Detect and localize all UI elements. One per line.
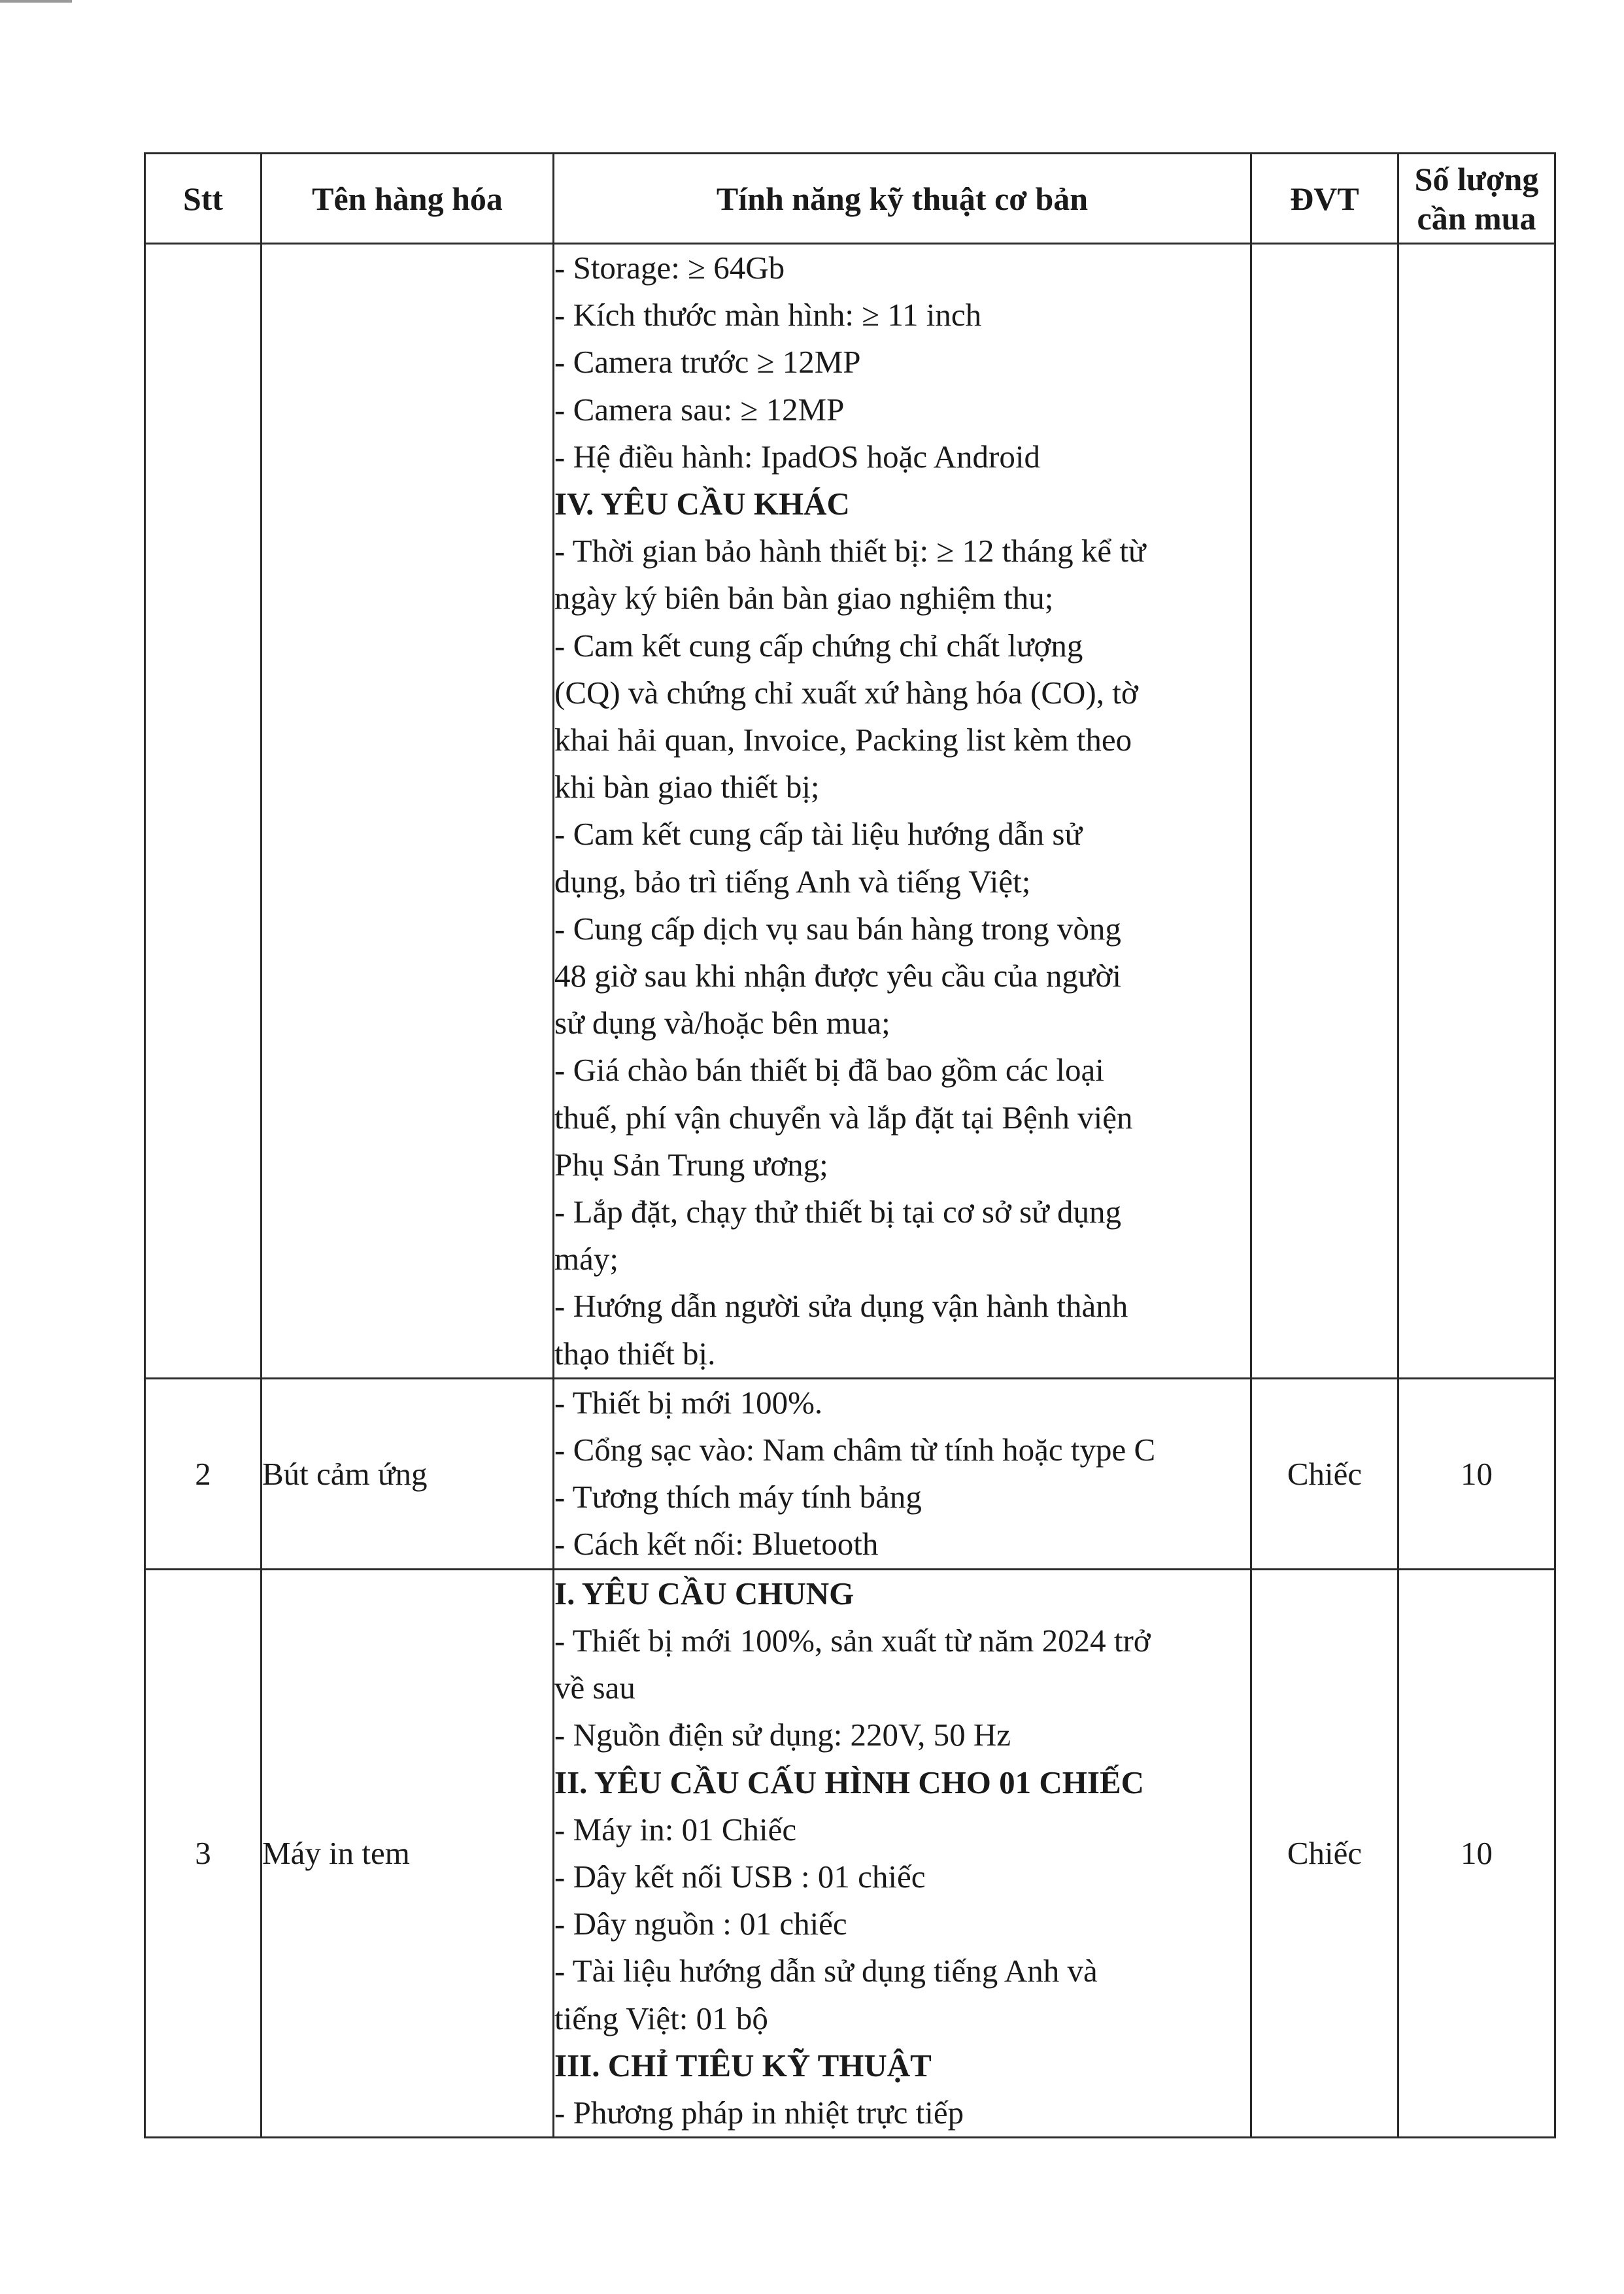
table-row xyxy=(145,1378,1555,1569)
section-heading: III. CHỈ TIÊU KỸ THUẬT xyxy=(554,2047,932,2083)
cell-qty: 10 xyxy=(1398,1569,1555,2137)
spec-line: - Camera trước ≥ 12MP xyxy=(554,344,861,380)
cell-stt xyxy=(145,244,262,1379)
spec-line: 48 giờ sau khi nhận được yêu cầu của người xyxy=(554,958,1121,994)
header-qty-line1: Số lượng xyxy=(1414,160,1539,197)
spec-line: - Thiết bị mới 100%. xyxy=(554,1384,823,1421)
cell-spec xyxy=(554,1569,1251,2137)
spec-line: sử dụng và/hoặc bên mua; xyxy=(554,1005,890,1041)
section-heading: I. YÊU CẦU CHUNG xyxy=(554,1575,854,1611)
spec-line: - Dây nguồn : 01 chiếc xyxy=(554,1906,847,1942)
header-row xyxy=(145,154,1555,244)
section-heading: II. YÊU CẦU CẤU HÌNH CHO 01 CHIẾC xyxy=(554,1764,1145,1800)
section-heading: IV. YÊU CẦU KHÁC xyxy=(554,486,850,522)
spec-line: tiếng Việt: 01 bộ xyxy=(554,2000,768,2036)
cell-name: Bút cảm ứng xyxy=(262,1378,554,1569)
cell-name xyxy=(262,244,554,1379)
header-unit: ĐVT xyxy=(1251,154,1398,244)
spec-line: - Máy in: 01 Chiếc xyxy=(554,1811,797,1847)
table-row xyxy=(145,1569,1555,2137)
header-spec: Tính năng kỹ thuật cơ bản xyxy=(554,154,1251,244)
cell-qty: 10 xyxy=(1398,1378,1555,1569)
spec-line: ngày ký biên bản bàn giao nghiệm thu; xyxy=(554,580,1054,616)
spec-line: - Cổng sạc vào: Nam châm từ tính hoặc type C xyxy=(554,1432,1156,1468)
spec-line: - Lắp đặt, chạy thử thiết bị tại cơ sở sử dụng xyxy=(554,1194,1121,1230)
header-qty-line2: cần mua xyxy=(1417,199,1536,237)
spec-line: dụng, bảo trì tiếng Anh và tiếng Việt; xyxy=(554,863,1031,900)
spec-line: máy; xyxy=(554,1241,618,1277)
spec-line: - Hướng dẫn người sửa dụng vận hành thành xyxy=(554,1288,1128,1324)
spec-line: - Camera sau: ≥ 12MP xyxy=(554,391,845,428)
scan-mark xyxy=(0,0,72,3)
spec-line: - Giá chào bán thiết bị đã bao gồm các loại xyxy=(554,1052,1104,1088)
spec-line: - Dây kết nối USB : 01 chiếc xyxy=(554,1858,926,1895)
spec-line: Phụ Sản Trung ương; xyxy=(554,1146,828,1183)
cell-unit: Chiếc xyxy=(1251,1378,1398,1569)
spec-line: - Storage: ≥ 64Gb xyxy=(554,250,785,286)
spec-line: - Cam kết cung cấp chứng chỉ chất lượng xyxy=(554,627,1083,664)
spec-line: - Cung cấp dịch vụ sau bán hàng trong vòng xyxy=(554,910,1121,947)
spec-line: về sau xyxy=(554,1670,635,1706)
spec-line: - Kích thước màn hình: ≥ 11 inch xyxy=(554,297,982,333)
spec-line: - Thiết bị mới 100%, sản xuất từ năm 2024 trở xyxy=(554,1622,1151,1659)
specification-table xyxy=(144,152,1556,2138)
spec-line: khai hải quan, Invoice, Packing list kèm theo xyxy=(554,722,1132,758)
spec-line: - Nguồn điện sử dụng: 220V, 50 Hz xyxy=(554,1717,1011,1753)
header-stt: Stt xyxy=(145,154,262,244)
spec-line: - Cam kết cung cấp tài liệu hướng dẫn sử xyxy=(554,816,1083,852)
cell-unit xyxy=(1251,244,1398,1379)
spec-line: khi bàn giao thiết bị; xyxy=(554,769,820,805)
spec-line: - Tài liệu hướng dẫn sử dụng tiếng Anh và xyxy=(554,1953,1098,1989)
spec-line: (CQ) và chứng chỉ xuất xứ hàng hóa (CO), tờ xyxy=(554,674,1138,711)
spec-line: - Phương pháp in nhiệt trực tiếp xyxy=(554,2094,964,2131)
cell-spec xyxy=(554,244,1251,1379)
spec-line: thạo thiết bị. xyxy=(554,1335,716,1372)
spec-line: - Thời gian bảo hành thiết bị: ≥ 12 tháng kể từ xyxy=(554,533,1146,569)
cell-stt: 2 xyxy=(145,1378,262,1569)
cell-stt: 3 xyxy=(145,1569,262,2137)
spec-line: - Hệ điều hành: IpadOS hoặc Android xyxy=(554,438,1040,475)
cell-spec xyxy=(554,1378,1251,1569)
table-row xyxy=(145,244,1555,1379)
header-name: Tên hàng hóa xyxy=(262,154,554,244)
spec-line: - Tương thích máy tính bảng xyxy=(554,1479,922,1515)
spec-line: thuế, phí vận chuyển và lắp đặt tại Bệnh viện xyxy=(554,1099,1133,1136)
cell-qty xyxy=(1398,244,1555,1379)
spec-line: - Cách kết nối: Bluetooth xyxy=(554,1526,879,1562)
cell-unit: Chiếc xyxy=(1251,1569,1398,2137)
header-qty xyxy=(1398,154,1555,244)
cell-name: Máy in tem xyxy=(262,1569,554,2137)
